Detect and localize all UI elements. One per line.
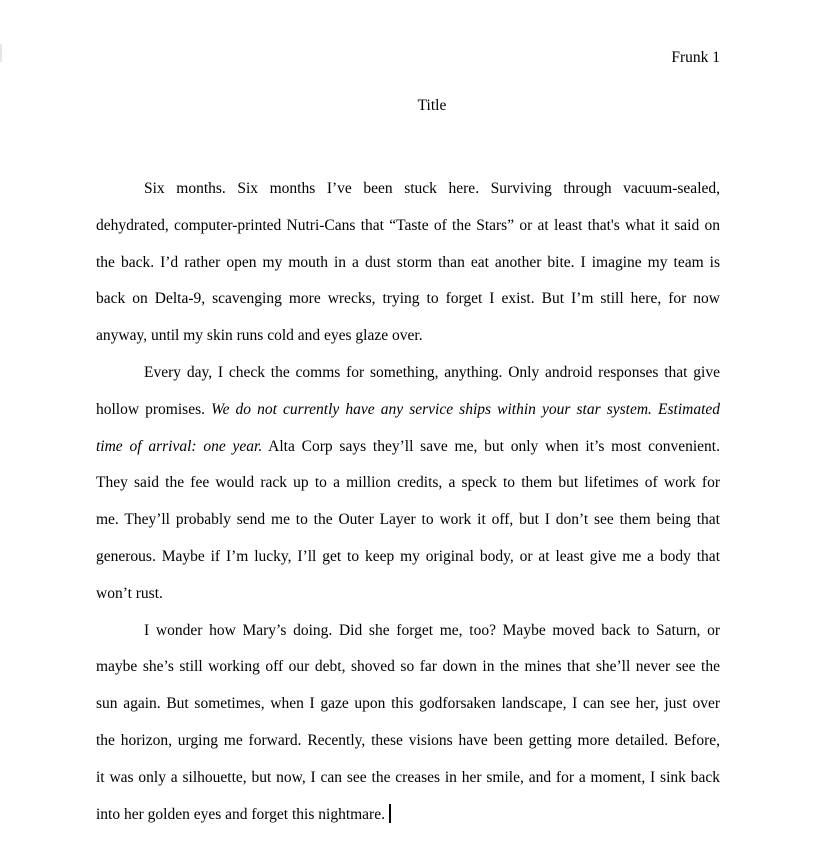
- text-line: the horizon, urging me forward. Recently, these visions have been getting more detailed. Before,: [96, 731, 720, 749]
- text-line: anyway, until my skin runs cold and eyes glaze over.: [96, 327, 423, 345]
- text-line: the back. I’d rather open my mouth in a dust storm than eat another bite. I imagine my team is: [96, 253, 720, 271]
- text-line: me. They’ll probably send me to the Outer Layer to work it off, but I don’t see them being that: [96, 511, 720, 529]
- text-line: Six months. Six months I’ve been stuck here. Surviving through vacuum-sealed,: [144, 180, 720, 197]
- text-line: time of arrival: one year. Alta Corp says they’ll save me, but only when it’s most convenient.: [96, 437, 720, 455]
- text-line: Every day, I check the comms for something, anything. Only android responses that give: [144, 363, 720, 381]
- page-header: Frunk 1: [671, 49, 720, 66]
- italic-text: time of arrival: one year.: [96, 437, 263, 455]
- text-line: won’t rust.: [96, 584, 163, 602]
- text-line: I wonder how Mary’s doing. Did she forget me, too? Maybe moved back to Saturn, or: [144, 621, 720, 639]
- text-line: They said the fee would rack up to a million credits, a speck to them but lifetimes of work for: [96, 474, 720, 492]
- text-line: hollow promises. We do not currently have any service ships within your star system. Estimated: [96, 400, 720, 418]
- text-line: maybe she’s still working off our debt, shoved so far down in the mines that she’ll never see the: [96, 658, 720, 676]
- text-line: sun again. But sometimes, when I gaze upon this godforsaken landscape, I can see her, just over: [96, 695, 720, 713]
- italic-text: We do not currently have any service ships within your star system. Estimated: [211, 400, 720, 418]
- text-line: generous. Maybe if I’m lucky, I’ll get to keep my original body, or at least give me a body that: [96, 547, 720, 565]
- page-edge-marker: [0, 44, 2, 62]
- text-line: back on Delta-9, scavenging more wrecks, trying to forget I exist. But I’m still here, for now: [96, 290, 720, 308]
- text-line: dehydrated, computer-printed Nutri-Cans that “Taste of the Stars” or at least that's what it said on: [96, 216, 720, 234]
- text-line: it was only a silhouette, but now, I can see the creases in her smile, and for a moment, I sink back: [96, 768, 720, 786]
- text-cursor: [389, 804, 391, 823]
- text-line: into her golden eyes and forget this nightmare.: [96, 797, 720, 834]
- document-body[interactable]: [96, 171, 720, 833]
- document-title: Title: [417, 97, 447, 114]
